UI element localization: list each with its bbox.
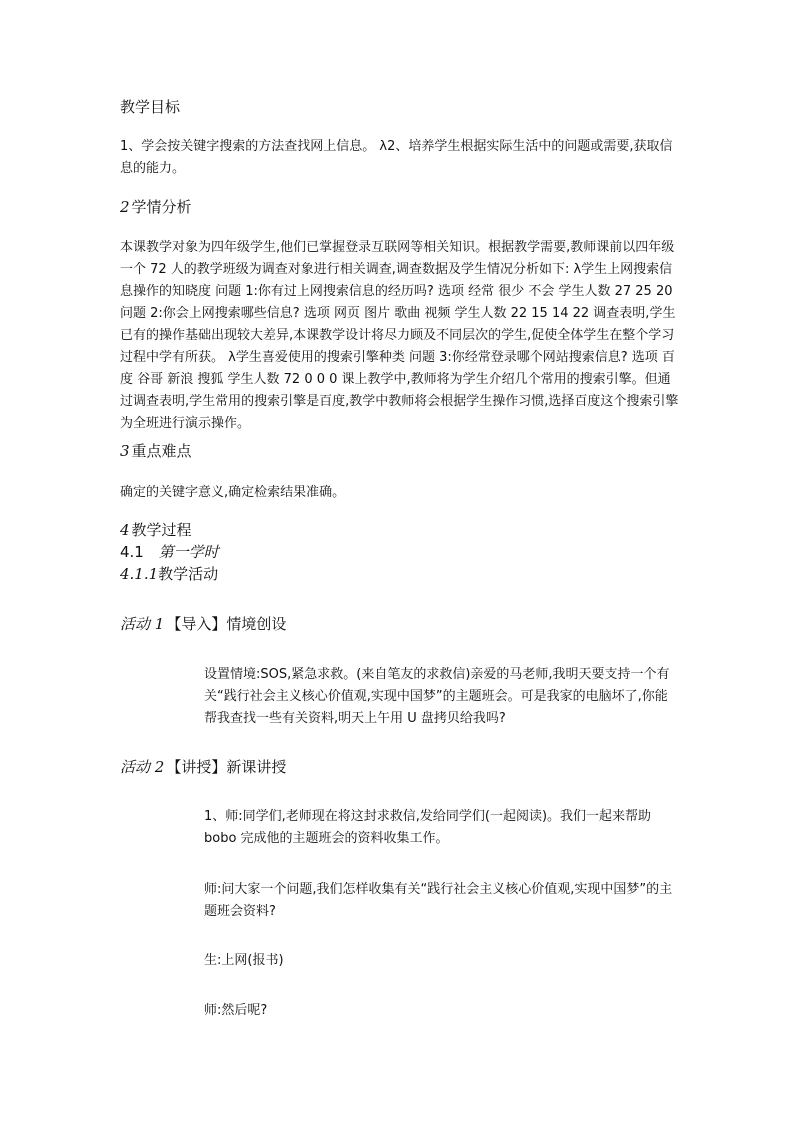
subsection-heading [120,541,219,563]
activity-title: 【导入】情境创设 [166,615,287,633]
teaching-goals-text: 1、学会按关键字搜索的方法查找网上信息。 λ2、培养学生根据实际生活中的问题或需要,获取信息的能力。 [120,139,673,176]
key-difficulties-heading-text: 重点难点 [131,442,192,460]
subsubsection-heading [120,563,218,585]
subsubsection-title: 教学活动 [158,565,219,583]
teaching-process-heading [120,519,192,541]
teaching-process-heading-text: 教学过程 [131,521,192,539]
subsection-number: 4.1 [120,543,144,561]
activity2-paragraph-2: 师:问大家一个问题,我们怎样收集有关“践行社会主义核心价值观,实现中国梦”的主题班会资料? [204,882,673,919]
student-analysis-heading [120,196,192,218]
activity-title: 【讲授】新课讲授 [166,758,287,776]
student-analysis-heading-text: 学情分析 [131,198,192,216]
teaching-goals-heading [120,96,180,118]
activity1-heading [120,613,286,635]
activity-label: 活动 1 [120,615,165,633]
activity2-paragraph-3: 生:上网(报书) [204,953,284,968]
subsection-title: 第一学时 [158,543,219,561]
subsubsection-number: 4.1.1 [120,565,159,583]
teaching-goals-heading-text: 教学目标 [120,98,181,116]
section-number: 2 [120,198,130,216]
activity2-heading [120,756,286,778]
section-number: 4 [120,521,130,539]
student-analysis-text: 本课教学对象为四年级学生,他们已掌握登录互联网等相关知识。根据教学需要,教师课前以四年级一个 72 人的教学班级为调查对象进行相关调查,调查数据及学生情况分析如下: λ学生上网搜索信息操作的知晓度 问题 1:你有过上网搜索信息的经历吗? 选项 经常 很少 不会 学生人数 27 25 20 问题 2:你会上网搜索哪些信息? 选项 网页 图片 歌曲 视频 学生人数 22 15 14 22 调查表明,学生已有的操作基础出现较大差异,本课教学设计将尽力顾及不同层次的学生,促使全体学生在整个学习过程中学有所获。 λ学生喜爱使用的搜索引擎种类 问题 3:你经常登录哪个网站搜索信息? 选项 百度 谷哥 新浪 搜狐 学生人数 72 0 0 0 课上教学中,教师将为学生介绍几个常用的搜索引擎。但通过调查表明,学生常用的搜索引擎是百度,教学中教师将会根据学生操作习惯,选择百度这个搜索引擎为全班进行演示操作。 [120,240,679,431]
activity2-paragraph-1: 1、师:同学们,老师现在将这封求救信,发给同学们(一起阅读)。我们一起来帮助 bobo 完成他的主题班会的资料收集工作。 [204,809,652,846]
activity-label: 活动 2 [120,758,165,776]
key-difficulties-text: 确定的关键字意义,确定检索结果准确。 [120,485,346,500]
activity1-text: 设置情境:SOS,紧急求救。(来自笔友的求救信)亲爱的马老师,我明天要支持一个有关“践行社会主义核心价值观,实现中国梦”的主题班会。可是我家的电脑坏了,你能帮我查找一些有关资料,明天上午用 U 盘拷贝给我吗? [204,667,670,726]
key-difficulties-heading [120,440,192,462]
section-number: 3 [120,442,130,460]
activity2-paragraph-4: 师:然后呢? [204,1003,268,1018]
